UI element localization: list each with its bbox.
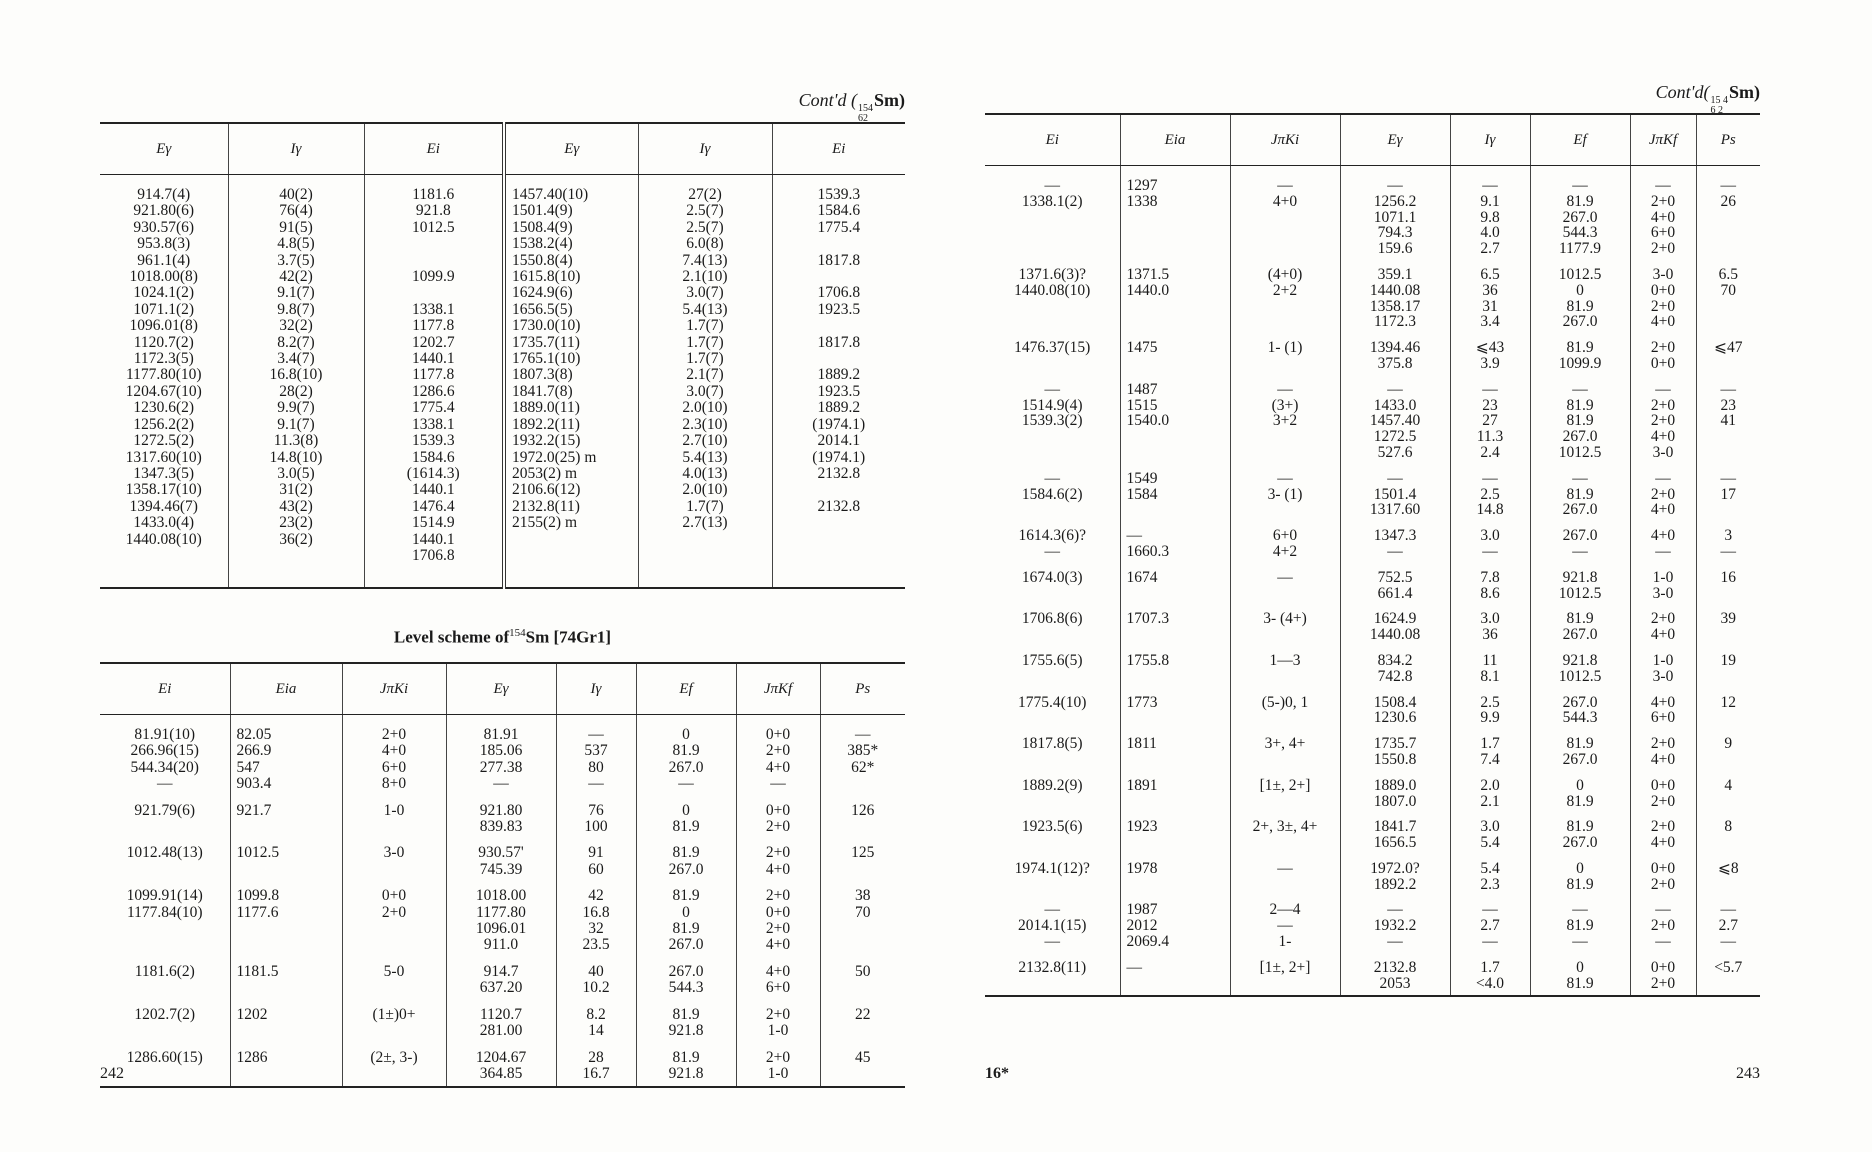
table-cell: 81.9 267.0 (1530, 813, 1630, 855)
table-cell: 0+0 2+0 (342, 882, 446, 958)
table-cell: 1755.8 (1120, 647, 1230, 689)
table-cell: — 1256.2 1071.1 794.3 159.6 (1340, 166, 1450, 261)
table-cell: 1773 (1120, 689, 1230, 731)
table-cell: 1012.48(13) (126, 844, 203, 862)
col-header-e-i-2: Ei (772, 123, 905, 175)
table-row (985, 813, 1760, 855)
table-cell: 0 81.9 (1530, 954, 1630, 997)
table-row (100, 839, 905, 882)
col-header-e-i: Ei (100, 663, 230, 715)
table-row (100, 882, 905, 958)
right-page (985, 0, 1760, 1152)
table-cell: 0 81.9 (1530, 772, 1630, 814)
table-cell: — 2+0 2+0 4+0 3-0 (1630, 376, 1696, 465)
table-cell: 12 (1696, 689, 1760, 731)
table-cell: 6+0 4+2 (1230, 522, 1340, 564)
page-number: 242 (100, 1065, 124, 1082)
table-cell: 267.0 — (1530, 522, 1630, 564)
table-cell: 5-0 (342, 958, 446, 1001)
col-header-e-gamma-2: Eγ (504, 123, 638, 175)
table-cell: (5-)0, 1 (1230, 689, 1340, 731)
table-cell: 4 (1696, 772, 1760, 814)
table-row (985, 689, 1760, 731)
table-row (985, 605, 1760, 647)
continued-heading-right: Cont'd( 15 4 6 2 Sm) (1655, 82, 1760, 116)
table-cell: 8.2 14 (556, 1001, 636, 1044)
table-cell: 81.9 267.0 (1530, 605, 1630, 647)
table-cell: 834.2 742.8 (1340, 647, 1450, 689)
table-cell: — 2.5 14.8 (1450, 465, 1530, 522)
table-cell: 1.7 7.4 (1450, 730, 1530, 772)
table-cell: 2+0 0+0 2+0 4+0 (736, 882, 820, 958)
table-cell: 1972.0? 1892.2 (1340, 855, 1450, 897)
table-cell: 1012.5 (230, 839, 342, 882)
table-row (985, 730, 1760, 772)
table-cell: 1889.0 1807.0 (1340, 772, 1450, 814)
table-cell: 1476.37(15) (1014, 339, 1091, 357)
table-cell: 76 100 (556, 797, 636, 840)
table-row (985, 564, 1760, 606)
table-cell: — (1230, 855, 1340, 897)
table-cell: — 1501.4 1317.60 (1340, 465, 1450, 522)
table-cell: 38 70 (820, 882, 905, 958)
table-cell: — 2.7 — (1696, 896, 1760, 953)
table-cell: 1539.3 1584.6 1775.4 1817.8 1706.8 1923.5 1817.8 1889.2 1923.5 1889.2 (1974.1) 2014.1 (1974.1) 2132.8 2132.8 (772, 175, 905, 588)
table-cell: 40(2) 76(4) 91(5) 4.8(5) 3.7(5) 42(2) 9.1(7) 9.8(7) 32(2) 8.2(7) 3.4(7) 16.8(10) 28(2) 9.9(7) 9.1(7) 11.3(8) 14.8(10) 3.0(5) 31(2) 43(2) 23(2) 36(2) (228, 175, 364, 588)
col-header-p-s: Ps (820, 663, 905, 715)
table-cell: 4+0 6+0 (1630, 689, 1696, 731)
table-cell: ⩽8 (1696, 855, 1760, 897)
col-header-i-gamma: Iγ (1450, 114, 1530, 166)
col-header-j-pi-k-i: JπKi (1230, 114, 1340, 166)
table-cell: 0 81.9 (1530, 855, 1630, 897)
col-header-e-i-a: Eia (230, 663, 342, 715)
table-cell: <5.7 (1696, 954, 1760, 997)
table-cell: 4+0 6+0 (736, 958, 820, 1001)
table-cell: 0+0 2+0 (1630, 855, 1696, 897)
col-header-i-gamma-2: Iγ (638, 123, 772, 175)
table-cell: 1706.8(6) (1021, 610, 1083, 628)
table-cell: 19 (1696, 647, 1760, 689)
table-cell: 1841.7 1656.5 (1340, 813, 1450, 855)
table-row (985, 896, 1760, 953)
table-cell: — 23 41 (1696, 376, 1760, 465)
table-cell: 11 8.1 (1450, 647, 1530, 689)
table-cell: 921.80 839.83 (446, 797, 556, 840)
table-row (985, 334, 1760, 376)
table-cell: 1-0 (342, 797, 446, 840)
table-cell: 1735.7 1550.8 (1340, 730, 1450, 772)
col-header-j-pi-k-f: JπKf (1630, 114, 1696, 166)
table-cell: 914.7(4) 921.80(6) 930.57(6) 953.8(3) 961.1(4) 1018.00(8) 1024.1(2) 1071.1(2) 1096.01(8) 1120.7(2) 1172.3(5) 1177.80(10) 1204.67(10) 1230.6(2) 1256.2(2) 1272.5(2) 1317.60(10) 1347.3(5) 1358.17(10) 1394.46(7) 1433.0(4) 1440.08(10) (100, 175, 228, 588)
page-number: 243 (1736, 1065, 1760, 1082)
table-cell: — 1932.2 — (1340, 896, 1450, 953)
table-cell: 91 60 (556, 839, 636, 882)
table-cell: 1286.60(15) (100, 1044, 230, 1088)
table-cell: 16 (1696, 564, 1760, 606)
table-cell: 81.9 921.8 (636, 1044, 736, 1088)
table-cell: — 385* 62* (820, 715, 905, 797)
table-cell: 39 (1696, 605, 1760, 647)
table-cell: — 81.9 267.0 (1530, 465, 1630, 522)
table-cell: — 2+0 4+0 (1630, 465, 1696, 522)
table-cell: 1889.2(9) (1021, 776, 1083, 794)
table-cell: 1202.7(2) (134, 1005, 196, 1023)
col-header-i-gamma: Iγ (556, 663, 636, 715)
table-cell: — 1584.6(2) (1021, 469, 1083, 503)
col-header-e-gamma: Eγ (446, 663, 556, 715)
col-header-e-gamma: Eγ (100, 123, 228, 175)
table-row (985, 855, 1760, 897)
table-cell: 2.5 9.9 (1450, 689, 1530, 731)
table-cell: 1775.4(10) (1018, 693, 1087, 711)
table-cell: 1923 (1120, 813, 1230, 855)
table-cell: 3-0 (342, 839, 446, 882)
table-cell: 1475 (1120, 334, 1230, 376)
footer-mark: 16* (985, 1065, 1009, 1082)
table-cell: 2+0 4+0 (1630, 605, 1696, 647)
table-cell: 1817.8(5) (1021, 735, 1083, 753)
table-cell: 45 (820, 1044, 905, 1088)
table-cell: 1978 (1120, 855, 1230, 897)
table-cell: 1371.6(3)? 1440.08(10) (1014, 265, 1091, 299)
table-cell: 0+0 2+0 (736, 797, 820, 840)
col-header-i-gamma: Iγ (228, 123, 364, 175)
table-cell: 914.7 637.20 (446, 958, 556, 1001)
table-cell: 40 10.2 (556, 958, 636, 1001)
table-cell: 3.0 — (1450, 522, 1530, 564)
table-cell: 2+0 4+0 (1630, 730, 1696, 772)
table-cell: 2+0 4+0 6+0 8+0 (342, 715, 446, 797)
table-row (100, 797, 905, 840)
table-row (985, 166, 1760, 261)
table-row (100, 958, 905, 1001)
table-cell: [1±, 2+] (1230, 772, 1340, 814)
table-cell: — 23 27 11.3 2.4 (1450, 376, 1530, 465)
table-cell: 1674 (1120, 564, 1230, 606)
table-cell: 2+0 4+0 (1630, 813, 1696, 855)
col-header-e-gamma: Eγ (1340, 114, 1450, 166)
table-cell: [1±, 2+] (1230, 954, 1340, 997)
table-cell: 921.79(6) (134, 801, 196, 819)
table-cell: 126 (820, 797, 905, 840)
gamma-ray-table (100, 122, 905, 589)
table-cell: 267.0 544.3 (1530, 689, 1630, 731)
table-cell: 267.0 544.3 (636, 958, 736, 1001)
table-cell: — 2+0 4+0 6+0 2+0 (1630, 166, 1696, 261)
table-cell: 0+0 2+0 (1630, 772, 1696, 814)
table-cell: — 1433.0 1457.40 1272.5 527.6 (1340, 376, 1450, 465)
table-cell: — (3+) 3+2 (1230, 376, 1340, 465)
table-cell: 2—4 — 1- (1230, 896, 1340, 953)
table-cell: — 9.1 9.8 4.0 2.7 (1450, 166, 1530, 261)
col-header-e-i: Ei (364, 123, 504, 175)
table-cell: 2+0 1-0 (736, 1001, 820, 1044)
table-cell: 1120.7 281.00 (446, 1001, 556, 1044)
table-cell: — 537 80 — (556, 715, 636, 797)
table-cell: 921.7 (230, 797, 342, 840)
table-cell: 3 — (1696, 522, 1760, 564)
table-cell: — 1660.3 (1120, 522, 1230, 564)
table-cell: 1202 (230, 1001, 342, 1044)
table-cell: 1- (1) (1230, 334, 1340, 376)
table-cell: 0+0 2+0 4+0 — (736, 715, 820, 797)
table-cell: 8 (1696, 813, 1760, 855)
table-row (100, 1001, 905, 1044)
table-cell: 3+, 4+ (1230, 730, 1340, 772)
table-cell: 1614.3(6)? — (1018, 527, 1087, 560)
table-cell: 1-0 3-0 (1630, 564, 1696, 606)
table-cell: 1371.5 1440.0 (1120, 261, 1230, 334)
table-cell: 27(2) 2.5(7) 2.5(7) 6.0(8) 7.4(13) 2.1(10) 3.0(7) 5.4(13) 1.7(7) 1.7(7) 1.7(7) 2.1(7) 3.0(7) 2.0(10) 2.3(10) 2.7(10) 5.4(13) 4.0(13) 2.0(10) 1.7(7) 2.7(13) (638, 175, 772, 588)
continued-heading-left: Cont'd ( 154 62 Sm) (798, 90, 905, 124)
table-cell: 1297 1338 (1120, 166, 1230, 261)
table-cell: 1-0 3-0 (1630, 647, 1696, 689)
table-cell: — 1338.1(2) (1021, 177, 1083, 210)
table-cell: — 26 (1696, 166, 1760, 261)
level-scheme-table-left (100, 662, 905, 1088)
table-cell: 1624.9 1440.08 (1340, 605, 1450, 647)
table-cell: — 2014.1(15) — (1018, 901, 1087, 951)
table-cell: 1508.4 1230.6 (1340, 689, 1450, 731)
table-cell: 3.0 5.4 (1450, 813, 1530, 855)
table-row (985, 647, 1760, 689)
table-cell: 1099.91(14) 1177.84(10) (126, 887, 203, 921)
table-header-row (985, 114, 1760, 166)
table-cell: 5.4 2.3 (1450, 855, 1530, 897)
table-cell: 22 (820, 1001, 905, 1044)
table-cell: 930.57' 745.39 (446, 839, 556, 882)
table-cell: 921.8 1012.5 (1530, 647, 1630, 689)
table-cell: 1394.46 375.8 (1340, 334, 1450, 376)
isotope-notation: 154 62 (858, 103, 873, 124)
table-cell: 0+0 2+0 (1630, 954, 1696, 997)
table-row (985, 376, 1760, 465)
table-cell: 1487 1515 1540.0 (1120, 376, 1230, 465)
table-cell: 1755.6(5) (1021, 651, 1083, 669)
table-cell: 42 16.8 32 23.5 (556, 882, 636, 958)
table-cell: 3.0 36 (1450, 605, 1530, 647)
table-cell: — 1514.9(4) 1539.3(2) (1021, 380, 1083, 430)
table-cell: 9 (1696, 730, 1760, 772)
table-cell: — 3- (1) (1230, 465, 1340, 522)
col-header-j-pi-k-i: JπKi (342, 663, 446, 715)
col-header-e-i: Ei (985, 114, 1120, 166)
table-row (985, 772, 1760, 814)
table-cell: 2+0 1-0 (736, 1044, 820, 1088)
table-cell: 1707.3 (1120, 605, 1230, 647)
table-row (100, 715, 905, 797)
table-cell: 2+0 0+0 (1630, 334, 1696, 376)
table-cell: (4+0) 2+2 (1230, 261, 1340, 334)
table-cell: 2.0 2.1 (1450, 772, 1530, 814)
table-row (100, 1044, 905, 1088)
table-cell: 3-0 0+0 2+0 4+0 (1630, 261, 1696, 334)
table-cell: (2±, 3-) (342, 1044, 446, 1088)
table-cell: 81.9 921.8 (636, 1001, 736, 1044)
table-cell: 81.9 0 81.9 267.0 (636, 882, 736, 958)
table-cell: 2132.8(11) (985, 954, 1120, 997)
table-cell: 359.1 1440.08 1358.17 1172.3 (1340, 261, 1450, 334)
table-cell: 0 81.9 267.0 — (636, 715, 736, 797)
table-cell: 921.8 1012.5 (1530, 564, 1630, 606)
table-cell: 2132.8 2053 (1340, 954, 1450, 997)
col-header-e-f: Ef (636, 663, 736, 715)
table-cell: 1974.1(12)? (1014, 859, 1090, 877)
table-cell: 1674.0(3) (1021, 568, 1083, 586)
table-row (985, 954, 1760, 997)
table-cell: 82.05 266.9 547 903.4 (230, 715, 342, 797)
left-page (100, 0, 905, 1152)
table-cell: 1181.5 (230, 958, 342, 1001)
table-cell: 1.7 <4.0 (1450, 954, 1530, 997)
table-cell: 1181.6(2) (134, 962, 195, 980)
table-cell: — 4+0 (1230, 166, 1340, 261)
table-row (985, 261, 1760, 334)
table-cell: — 81.9 267.0 544.3 1177.9 (1530, 166, 1630, 261)
table-cell: 81.9 267.0 (636, 839, 736, 882)
table-cell: 1457.40(10) 1501.4(9) 1508.4(9) 1538.2(4) 1550.8(4) 1615.8(10) 1624.9(6) 1656.5(5) 1730.0(10) 1735.7(11) 1765.1(10) 1807.3(8) 1841.7(8) 1889.0(11) 1892.2(11) 1932.2(15) 1972.0(25) m 2053(2) m 2106.6(12) 2132.8(11) 2155(2) m (504, 175, 638, 588)
table-cell: 0 81.9 (636, 797, 736, 840)
table-caption: Level scheme $of^{154}Sm$ [74Gr1] (393, 627, 612, 647)
table-cell: (1±)0+ (342, 1001, 446, 1044)
table-cell: — (1120, 954, 1230, 997)
table-cell: 1181.6 921.8 1012.5 1099.9 1338.1 1177.8 1202.7 1440.1 1177.8 1286.6 1775.4 1338.1 1539.3 1584.6 (1614.3) 1440.1 1476.4 1514.9 1440.1 1706.8 (364, 175, 504, 588)
table-cell: 81.91(10) 266.96(15) 544.34(20) — (130, 726, 199, 793)
table-cell: — (1230, 564, 1340, 606)
table-cell: 1347.3 — (1340, 522, 1450, 564)
table-cell: 1018.00 1177.80 1096.01 911.0 (446, 882, 556, 958)
isotope-notation: 15 4 6 2 (1710, 95, 1728, 116)
table-cell: 7.8 8.6 (1450, 564, 1530, 606)
table-cell: 2+, 3±, 4+ (1230, 813, 1340, 855)
table-cell: — 81.9 — (1530, 896, 1630, 953)
table-cell: 2+0 4+0 (736, 839, 820, 882)
table-cell: 125 (820, 839, 905, 882)
col-header-j-pi-k-f: JπKf (736, 663, 820, 715)
table-cell: ⩽47 (1696, 334, 1760, 376)
table-cell: ⩽43 3.9 (1450, 334, 1530, 376)
table-cell: — 2.7 — (1450, 896, 1530, 953)
table-cell: 81.9 267.0 (1530, 730, 1630, 772)
table-cell: — 2+0 — (1630, 896, 1696, 953)
table-cell: 6.5 36 31 3.4 (1450, 261, 1530, 334)
table-cell: 4+0 — (1630, 522, 1696, 564)
table-header-row (100, 123, 905, 175)
table-cell: 1204.67 364.85 (446, 1044, 556, 1088)
col-header-e-i-a: Eia (1120, 114, 1230, 166)
table-cell: 1286 (230, 1044, 342, 1088)
table-cell: 81.9 1099.9 (1530, 334, 1630, 376)
col-header-e-f: Ef (1530, 114, 1630, 166)
level-scheme-table-right (985, 113, 1760, 997)
table-cell: 1099.8 1177.6 (230, 882, 342, 958)
table-cell: 1987 2012 2069.4 (1120, 896, 1230, 953)
table-row (985, 522, 1760, 564)
table-cell: 1012.5 0 81.9 267.0 (1530, 261, 1630, 334)
table-cell: 3- (4+) (1230, 605, 1340, 647)
table-cell: 81.91 185.06 277.38 — (446, 715, 556, 797)
table-cell: 50 (820, 958, 905, 1001)
table-cell: 1891 (1120, 772, 1230, 814)
table-cell: 1—3 (1230, 647, 1340, 689)
table-cell: 1811 (1120, 730, 1230, 772)
table-header-row (100, 663, 905, 715)
table-cell: 752.5 661.4 (1340, 564, 1450, 606)
table-cell: 28 16.7 (556, 1044, 636, 1088)
table-cell: 1923.5(6) (1021, 818, 1083, 836)
table-cell: 1549 1584 (1120, 465, 1230, 522)
col-header-p-s: Ps (1696, 114, 1760, 166)
table-cell: — 81.9 81.9 267.0 1012.5 (1530, 376, 1630, 465)
table-cell: 6.5 70 (1696, 261, 1760, 334)
table-row (985, 465, 1760, 522)
table-row (100, 175, 905, 588)
table-cell: — 17 (1696, 465, 1760, 522)
